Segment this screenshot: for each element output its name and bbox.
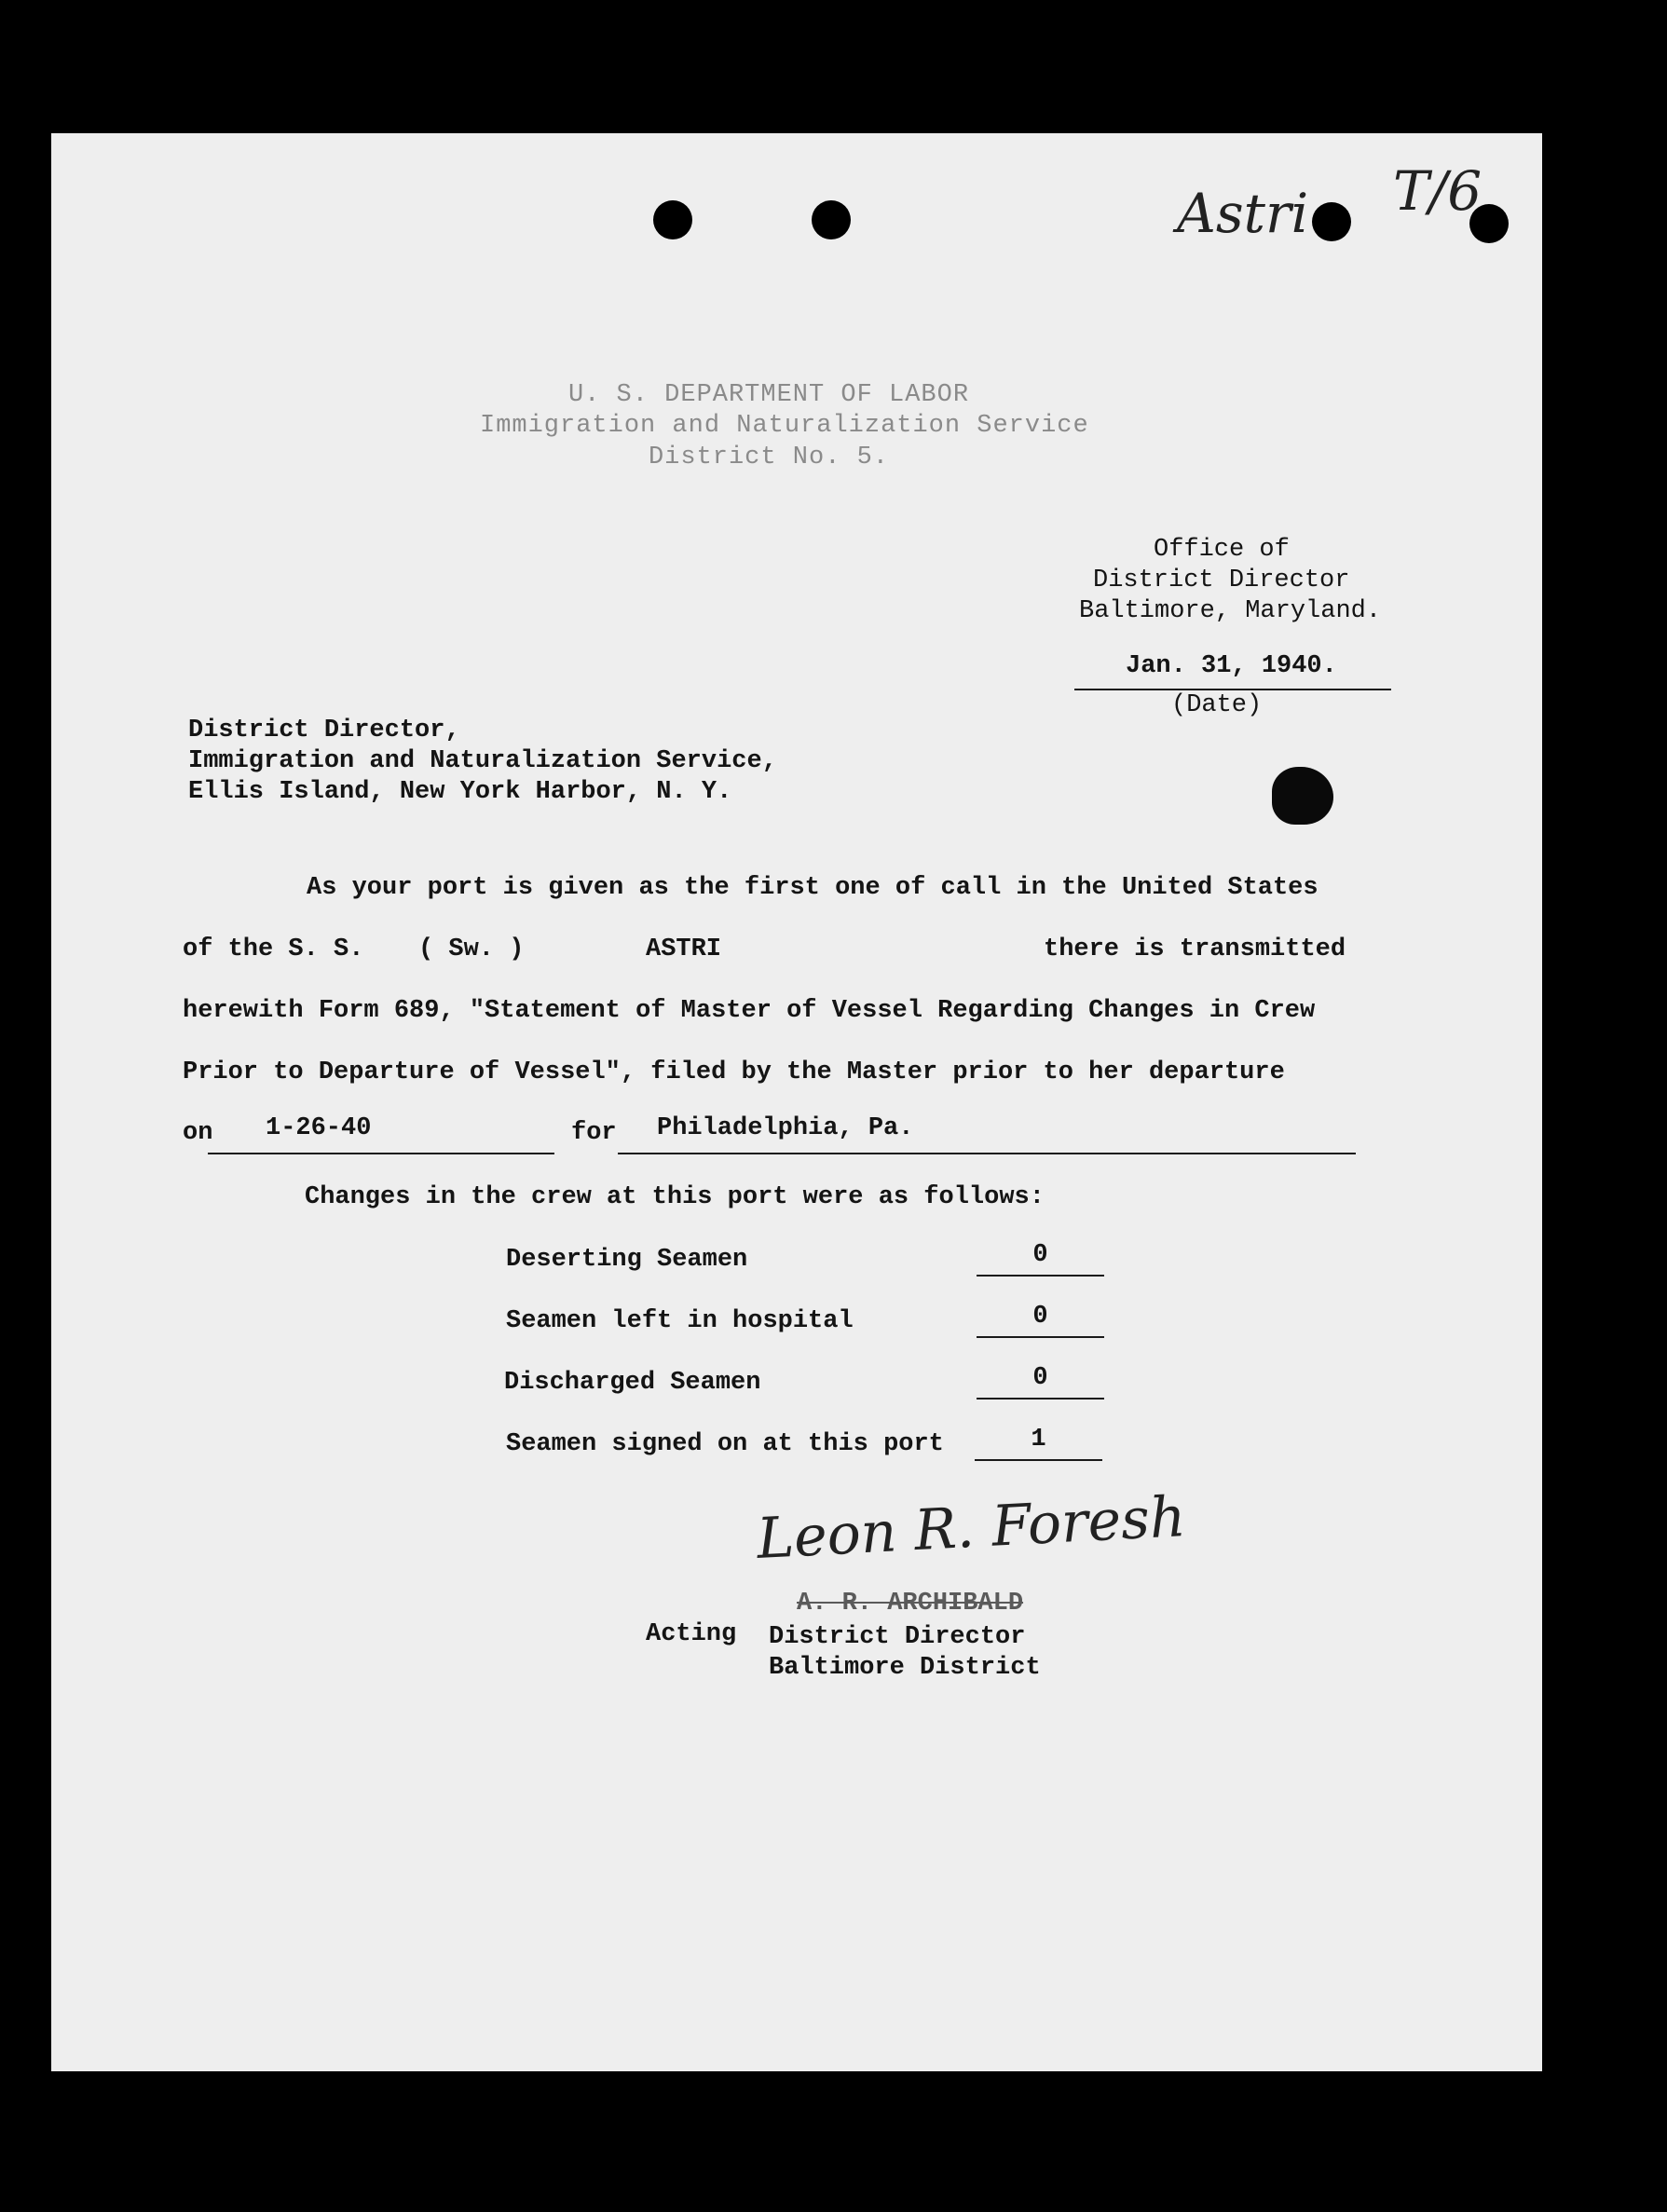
letterhead-line-3: District No. 5. — [648, 444, 890, 471]
changes-row-label: Seamen signed on at this port — [506, 1430, 944, 1458]
body-line-2-prefix: of the S. S. — [183, 935, 364, 963]
handwritten-annotation: Astri — [1177, 182, 1309, 245]
document-page — [51, 133, 1542, 2071]
changes-row-value: 0 — [1032, 1303, 1048, 1331]
acting-label: Acting — [646, 1620, 737, 1648]
date-underline — [1074, 689, 1391, 690]
changes-row-underline — [977, 1336, 1104, 1338]
ink-blot — [1272, 767, 1333, 825]
departure-date-underline — [208, 1153, 554, 1154]
letterhead-line-2: Immigration and Naturalization Service — [480, 412, 1089, 440]
vessel-flag: ( Sw. ) — [418, 935, 525, 963]
addressee-line-1: District Director, — [188, 717, 460, 744]
addressee-line-2: Immigration and Naturalization Service, — [188, 747, 777, 775]
date-label: (Date) — [1171, 691, 1263, 719]
destination: Philadelphia, Pa. — [657, 1114, 914, 1142]
office-line-2: District Director — [1093, 567, 1350, 594]
changes-row-underline — [975, 1459, 1102, 1461]
changes-row-value: 0 — [1032, 1364, 1048, 1392]
body-line-4: Prior to Departure of Vessel", filed by the Master prior to her departure — [183, 1058, 1285, 1086]
handwritten-signature: Leon R. Foresh — [755, 1483, 1188, 1573]
destination-underline — [618, 1153, 1356, 1154]
corner-mark: T/6 — [1393, 159, 1483, 223]
changes-row-label: Deserting Seamen — [506, 1246, 748, 1274]
signer-title-2: Baltimore District — [769, 1654, 1041, 1682]
changes-row-underline — [977, 1275, 1104, 1277]
changes-row-underline — [977, 1398, 1104, 1400]
punch-hole-1 — [653, 200, 692, 239]
departure-date: 1-26-40 — [266, 1114, 372, 1142]
office-line-3: Baltimore, Maryland. — [1079, 597, 1382, 625]
office-line-1: Office of — [1154, 536, 1290, 564]
changes-row-value: 1 — [1031, 1426, 1046, 1454]
letterhead-line-1: U. S. DEPARTMENT OF LABOR — [567, 381, 970, 409]
changes-heading: Changes in the crew at this port were as follows: — [305, 1183, 1045, 1211]
changes-row-label: Seamen left in hospital — [506, 1307, 854, 1335]
punch-hole-2 — [812, 200, 851, 239]
signer-title-1: District Director — [769, 1623, 1026, 1651]
body-line-1: As your port is given as the first one of call in the United States — [307, 874, 1319, 902]
body-line-2-suffix: there is transmitted — [1044, 935, 1346, 963]
vessel-name: ASTRI — [646, 935, 722, 963]
changes-row-value: 0 — [1032, 1241, 1048, 1269]
body-on-label: on — [183, 1119, 213, 1147]
changes-row-label: Discharged Seamen — [504, 1369, 761, 1397]
punch-hole-3 — [1312, 202, 1351, 241]
typed-name: A. R. ARCHIBALD — [797, 1590, 1024, 1618]
letter-date: Jan. 31, 1940. — [1126, 652, 1337, 680]
body-line-3: herewith Form 689, "Statement of Master of Vessel Regarding Changes in Crew — [183, 997, 1316, 1025]
addressee-line-3: Ellis Island, New York Harbor, N. Y. — [188, 778, 732, 806]
body-for-label: for — [571, 1119, 617, 1147]
